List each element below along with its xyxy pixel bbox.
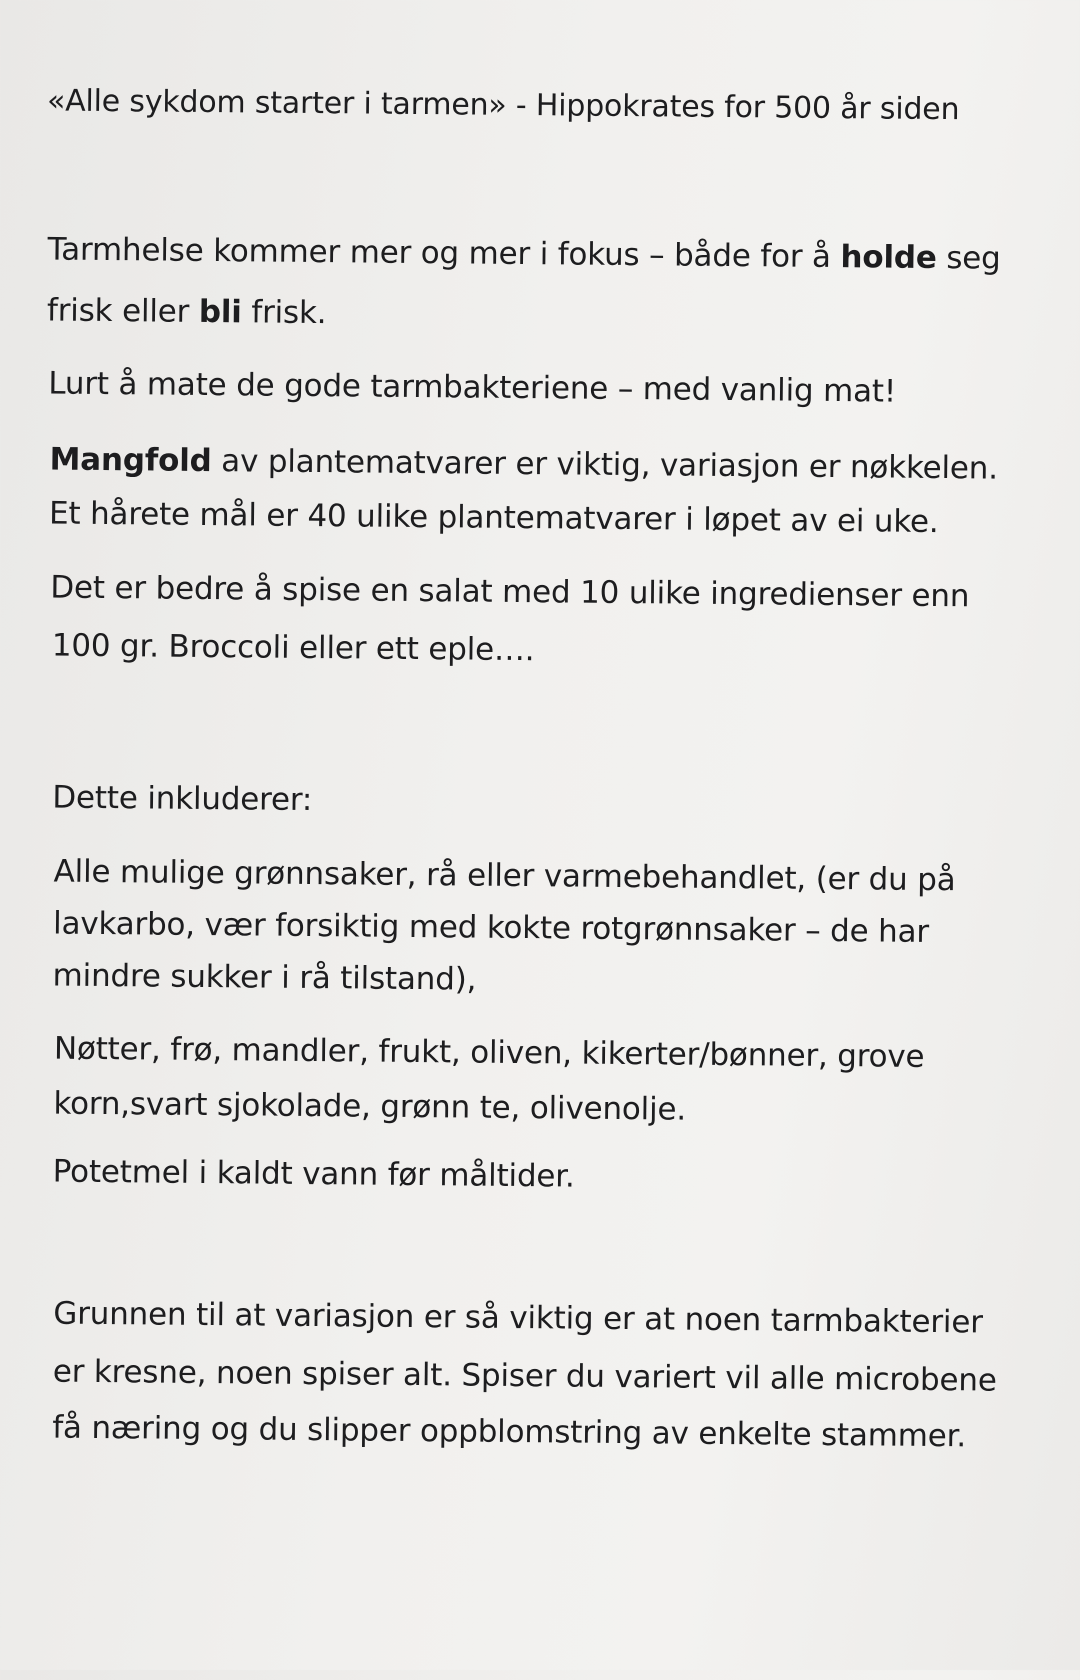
emphasis-holde: holde [840,239,937,277]
paragraph-5: Dette inkluderer: [52,779,313,819]
emphasis-mangfold: Mangfold [49,441,212,480]
paragraph-1-line-1: Tarmhelse kommer mer og mer i fokus – både for å holde seg [47,231,1001,277]
paragraph-6-line-3: mindre sukker i rå tilstand), [52,957,477,998]
paragraph-9-line-3: få næring og du slipper oppblomstring av enkelte stammer. [52,1409,967,1455]
emphasis-bli: bli [198,293,242,331]
paragraph-7-line-2: korn,svart sjokolade, grønn te, olivenolje. [53,1085,687,1128]
paragraph-3-line-1: Mangfold av plantematvarer er viktig, variasjon er nøkkelen. [49,441,999,487]
paragraph-9-line-1: Grunnen til at variasjon er så viktig er at noen tarmbakterier [53,1295,983,1341]
paragraph-4-line-2: 100 gr. Broccoli eller ett eple…. [51,627,535,669]
paragraph-4-line-1: Det er bedre å spise en salat med 10 ulike ingredienser enn [50,569,970,615]
paragraph-1-line-2: frisk eller bli frisk. [46,292,327,332]
paragraph-8: Potetmel i kaldt vann før måltider. [52,1153,575,1195]
paragraph-2: Lurt å mate de gode tarmbakteriene – med vanlig mat! [48,365,897,410]
paragraph-7-line-1: Nøtter, frø, mandler, frukt, oliven, kikerter/bønner, grove [53,1030,925,1075]
paragraph-6-line-2: lavkarbo, vær forsiktig med kokte rotgrønnsaker – de har [52,905,930,950]
paragraph-3-line-2: Et hårete mål er 40 ulike plantematvarer i løpet av ei uke. [48,495,939,541]
heading-quote: «Alle sykdom starter i tarmen» - Hippokrates for 500 år siden [46,83,960,128]
paragraph-6-line-1: Alle mulige grønnsaker, rå eller varmebehandlet, (er du på [53,853,956,899]
paragraph-9-line-2: er kresne, noen spiser alt. Spiser du variert vil alle microbene [52,1353,997,1399]
